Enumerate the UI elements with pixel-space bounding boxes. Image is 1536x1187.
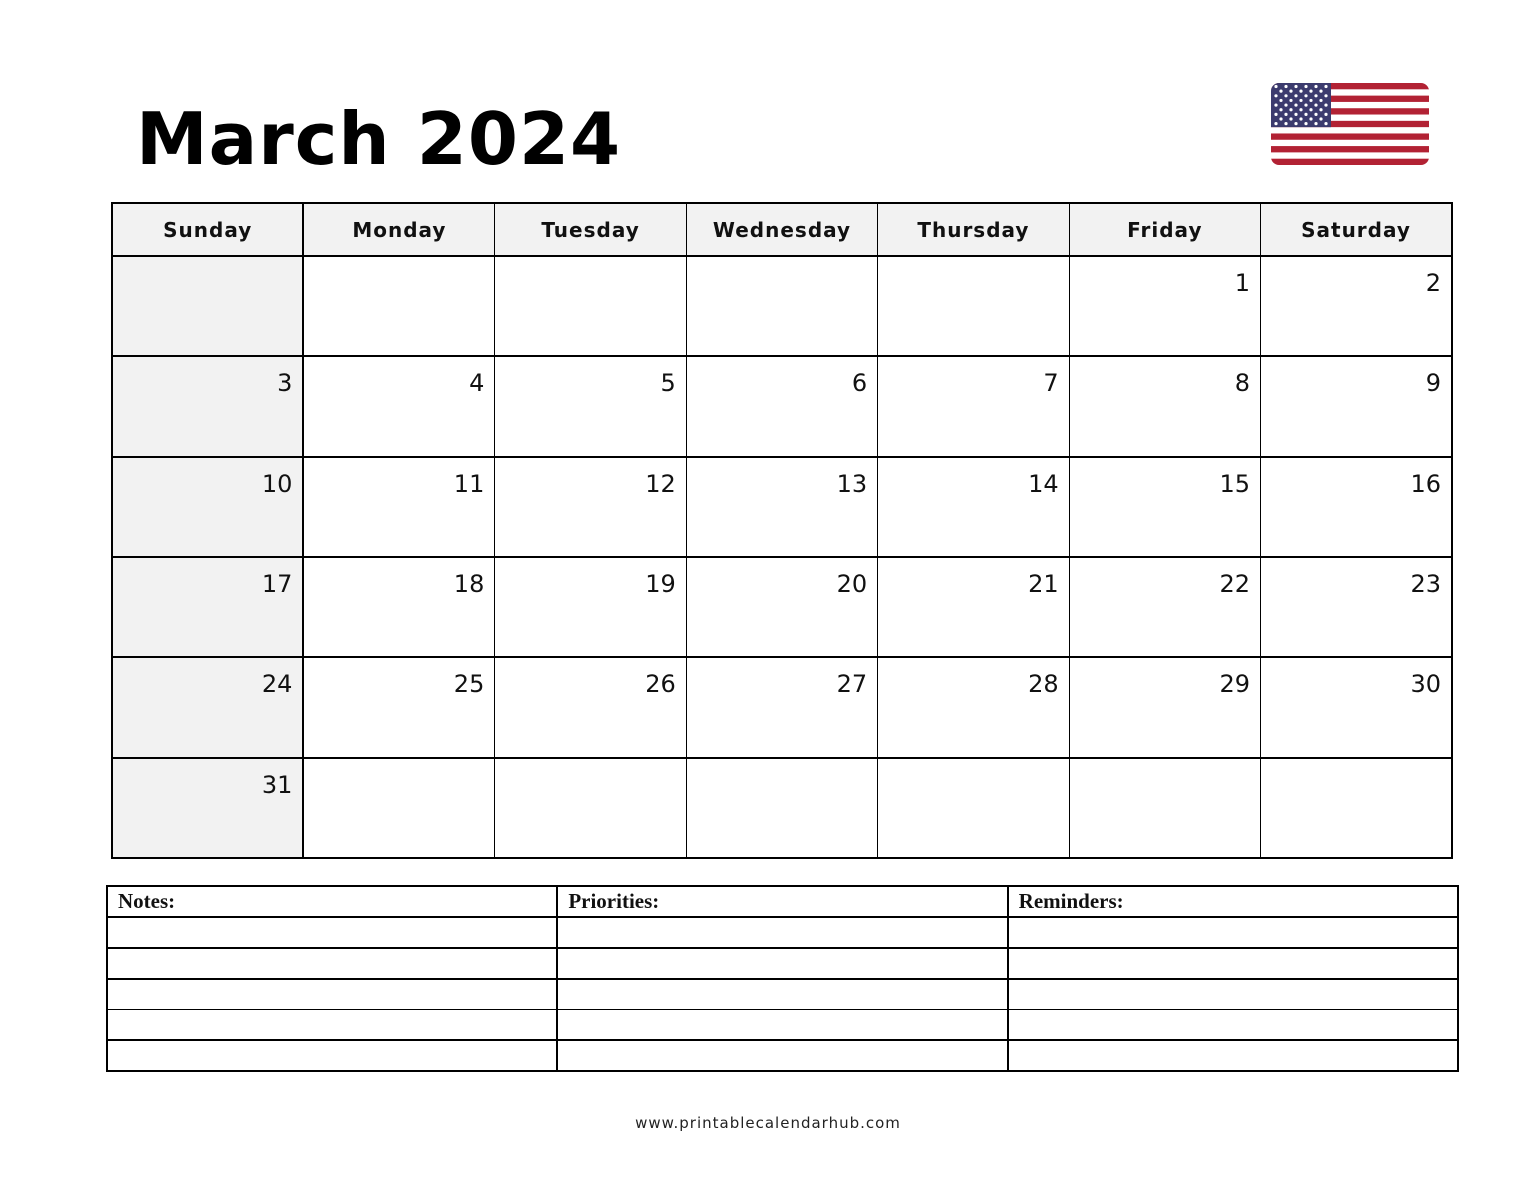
day-cell bbox=[686, 758, 877, 858]
priorities-line[interactable] bbox=[557, 948, 1007, 979]
notes-line[interactable] bbox=[107, 979, 557, 1010]
day-cell bbox=[1261, 758, 1452, 858]
day-cell: 25 bbox=[303, 657, 494, 757]
day-cell: 24 bbox=[112, 657, 303, 757]
notes-line[interactable] bbox=[107, 948, 557, 979]
notes-header-row bbox=[107, 886, 1458, 917]
day-cell bbox=[495, 256, 686, 356]
day-cell: 12 bbox=[495, 457, 686, 557]
day-cell: 20 bbox=[686, 557, 877, 657]
notes-line[interactable] bbox=[107, 1010, 557, 1041]
day-cell bbox=[112, 256, 303, 356]
notes-line[interactable] bbox=[107, 917, 557, 948]
week-row bbox=[112, 657, 1452, 757]
day-cell bbox=[1069, 758, 1260, 858]
priorities-line[interactable] bbox=[557, 917, 1007, 948]
day-cell bbox=[303, 758, 494, 858]
day-cell: 27 bbox=[686, 657, 877, 757]
day-cell: 2 bbox=[1261, 256, 1452, 356]
day-cell: 13 bbox=[686, 457, 877, 557]
day-cell: 8 bbox=[1069, 356, 1260, 456]
day-cell: 19 bbox=[495, 557, 686, 657]
reminders-line[interactable] bbox=[1008, 948, 1458, 979]
week-row bbox=[112, 356, 1452, 456]
day-cell bbox=[686, 256, 877, 356]
day-cell bbox=[495, 758, 686, 858]
day-cell: 5 bbox=[495, 356, 686, 456]
day-cell: 29 bbox=[1069, 657, 1260, 757]
priorities-line[interactable] bbox=[557, 1010, 1007, 1041]
weekday-sunday: Sunday bbox=[112, 203, 303, 256]
day-cell: 16 bbox=[1261, 457, 1452, 557]
day-cell: 22 bbox=[1069, 557, 1260, 657]
priorities-line[interactable] bbox=[557, 979, 1007, 1010]
weekday-thursday: Thursday bbox=[878, 203, 1069, 256]
notes-line-row bbox=[107, 948, 1458, 979]
day-cell: 4 bbox=[303, 356, 494, 456]
week-row bbox=[112, 758, 1452, 858]
week-row bbox=[112, 557, 1452, 657]
day-cell bbox=[303, 256, 494, 356]
notes-heading: Notes: bbox=[107, 886, 557, 917]
notes-line-row bbox=[107, 917, 1458, 948]
day-cell: 3 bbox=[112, 356, 303, 456]
weekday-header-row bbox=[112, 203, 1452, 256]
day-cell: 26 bbox=[495, 657, 686, 757]
weekday-friday: Friday bbox=[1069, 203, 1260, 256]
reminders-line[interactable] bbox=[1008, 979, 1458, 1010]
day-cell: 18 bbox=[303, 557, 494, 657]
day-cell: 23 bbox=[1261, 557, 1452, 657]
reminders-heading: Reminders: bbox=[1008, 886, 1458, 917]
day-cell: 21 bbox=[878, 557, 1069, 657]
calendar-grid bbox=[111, 202, 1453, 859]
day-cell: 11 bbox=[303, 457, 494, 557]
priorities-heading: Priorities: bbox=[557, 886, 1007, 917]
day-cell: 10 bbox=[112, 457, 303, 557]
notes-line-row bbox=[107, 979, 1458, 1010]
website-footer: www.printablecalendarhub.com bbox=[635, 1114, 901, 1132]
priorities-line[interactable] bbox=[557, 1040, 1007, 1071]
day-cell: 17 bbox=[112, 557, 303, 657]
reminders-line[interactable] bbox=[1008, 1040, 1458, 1071]
day-cell bbox=[878, 758, 1069, 858]
week-row bbox=[112, 457, 1452, 557]
weekday-monday: Monday bbox=[303, 203, 494, 256]
day-cell: 31 bbox=[112, 758, 303, 858]
weekday-tuesday: Tuesday bbox=[495, 203, 686, 256]
day-cell: 7 bbox=[878, 356, 1069, 456]
reminders-line[interactable] bbox=[1008, 1010, 1458, 1041]
notes-line[interactable] bbox=[107, 1040, 557, 1071]
notes-line-row bbox=[107, 1040, 1458, 1071]
day-cell: 30 bbox=[1261, 657, 1452, 757]
day-cell: 6 bbox=[686, 356, 877, 456]
day-cell: 1 bbox=[1069, 256, 1260, 356]
weekday-saturday: Saturday bbox=[1261, 203, 1452, 256]
day-cell: 15 bbox=[1069, 457, 1260, 557]
reminders-line[interactable] bbox=[1008, 917, 1458, 948]
day-cell: 9 bbox=[1261, 356, 1452, 456]
day-cell bbox=[878, 256, 1069, 356]
us-flag-icon bbox=[1271, 83, 1429, 165]
notes-line-row bbox=[107, 1010, 1458, 1041]
week-row bbox=[112, 256, 1452, 356]
weekday-wednesday: Wednesday bbox=[686, 203, 877, 256]
notes-table bbox=[106, 885, 1459, 1072]
day-cell: 14 bbox=[878, 457, 1069, 557]
day-cell: 28 bbox=[878, 657, 1069, 757]
page-title: March 2024 bbox=[136, 97, 622, 181]
